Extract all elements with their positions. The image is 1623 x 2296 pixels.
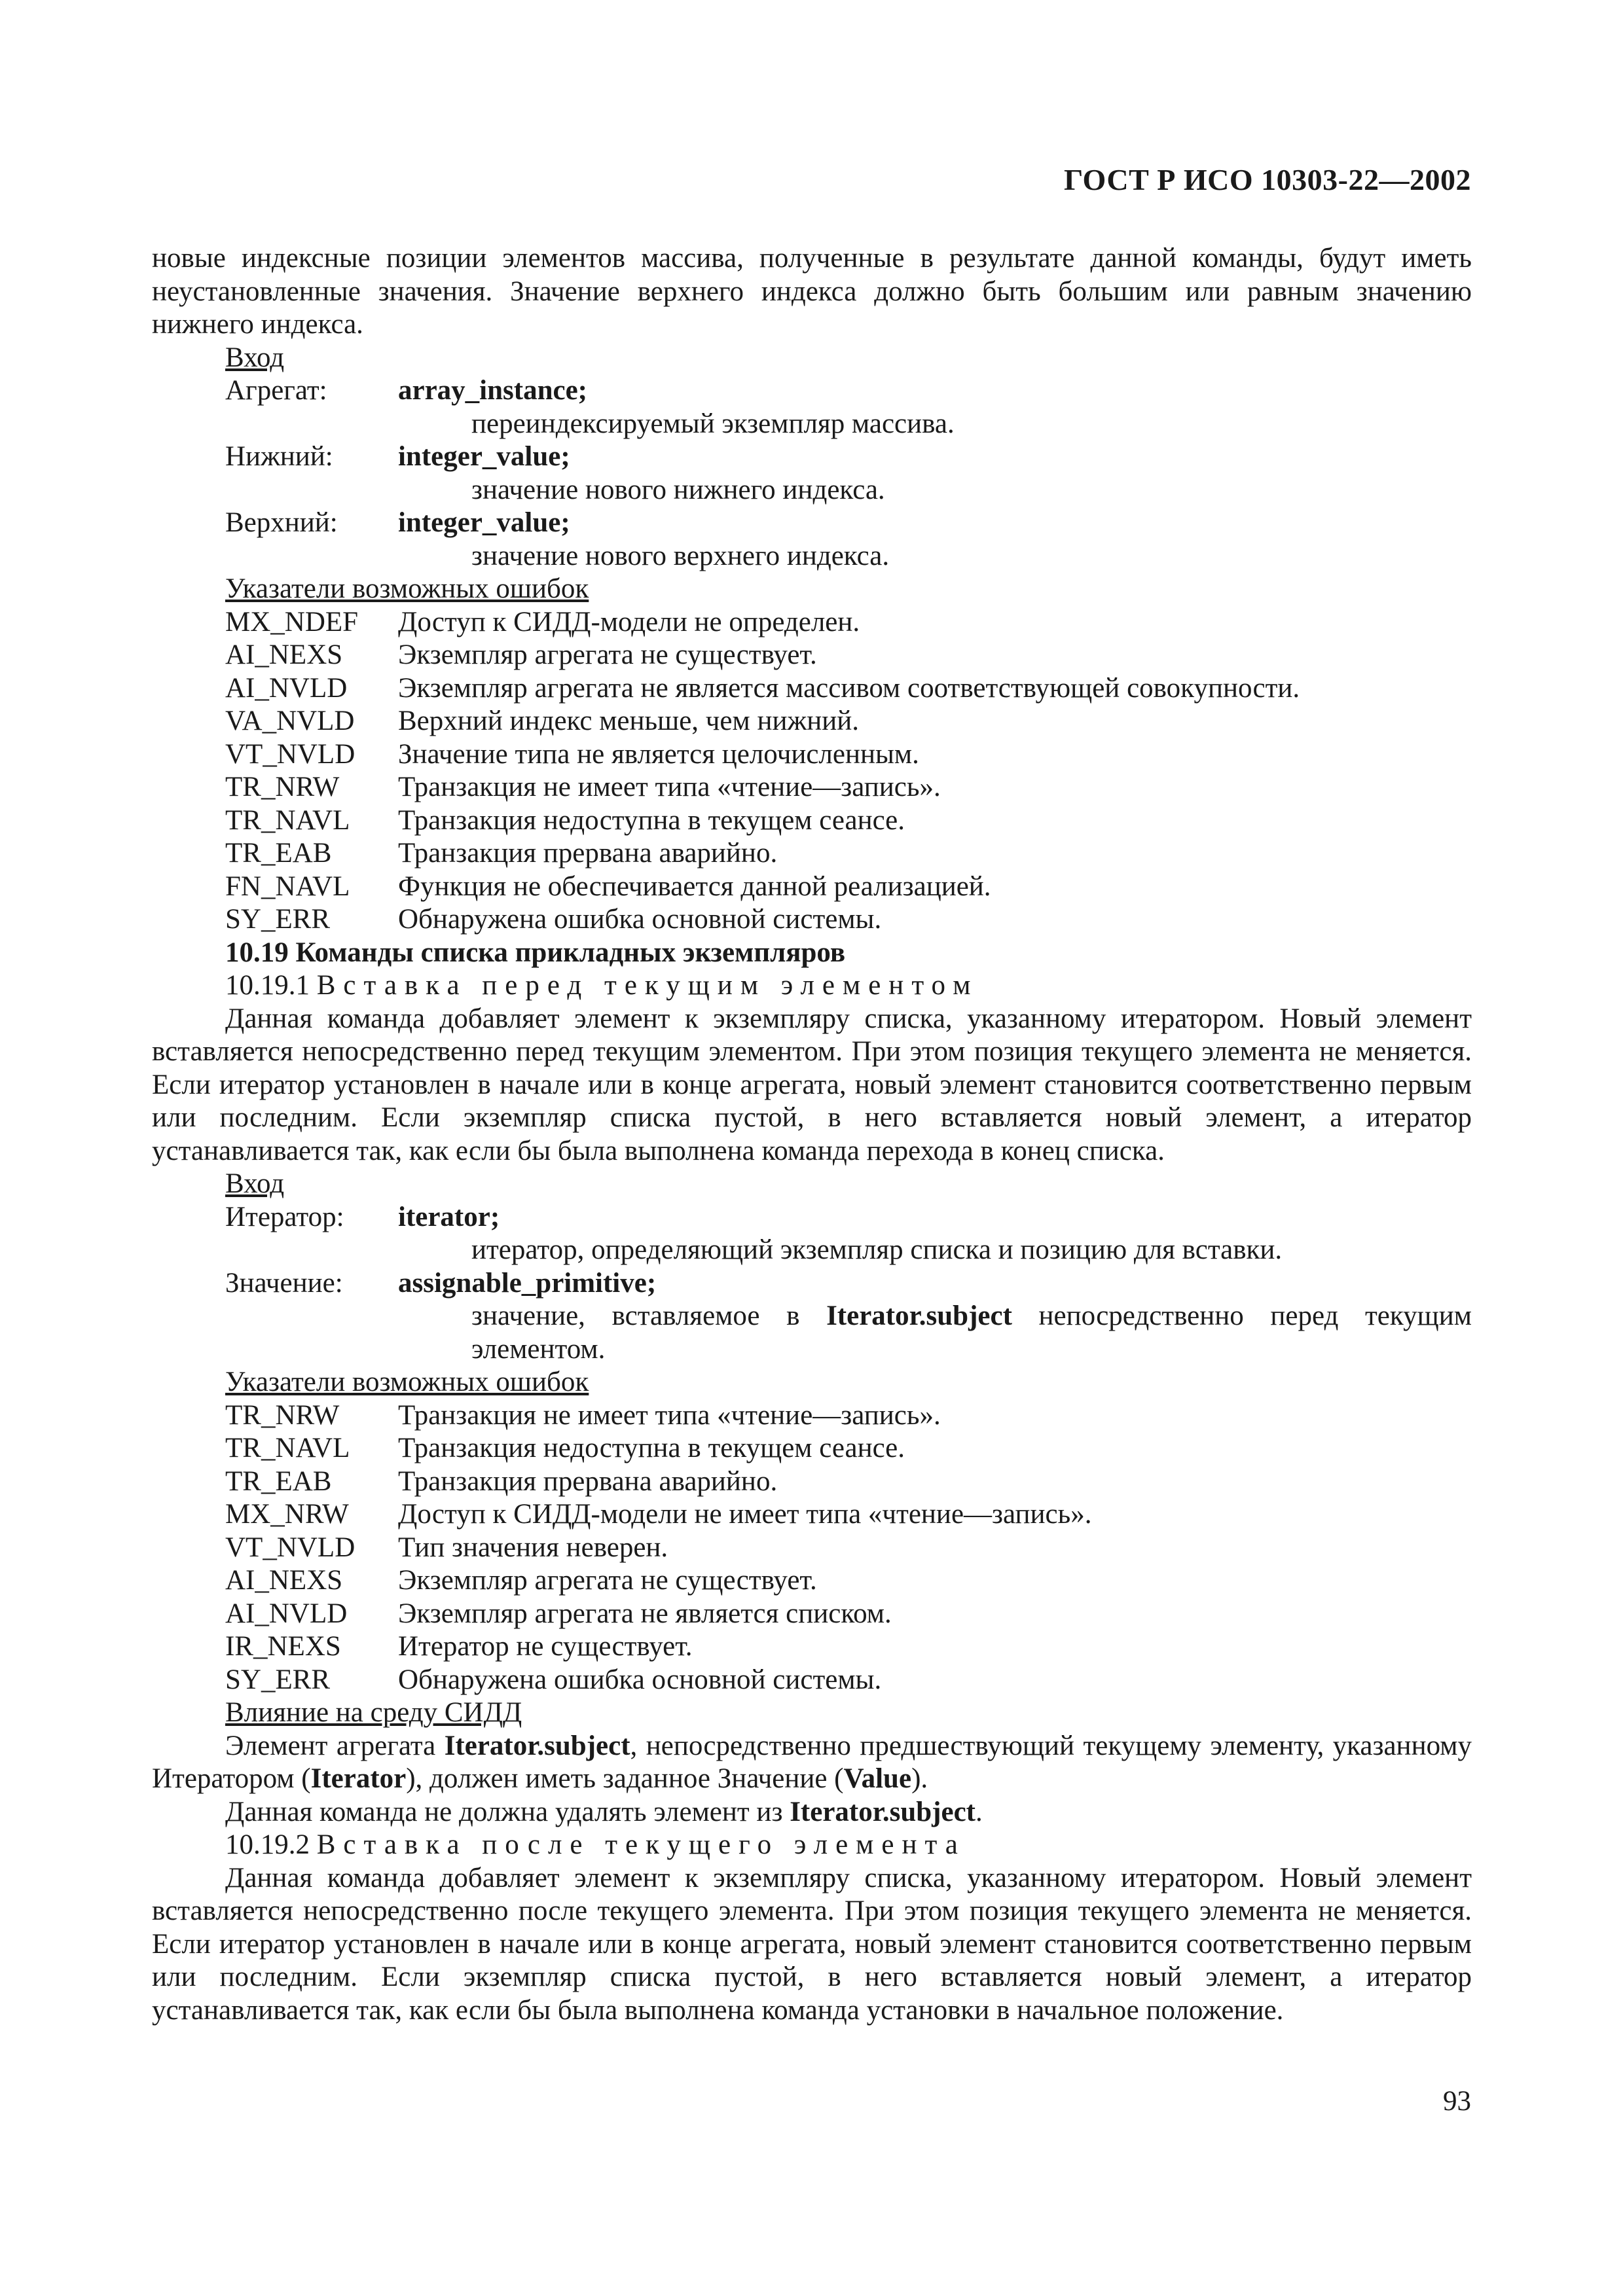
error-list: [152, 1399, 1472, 1697]
input-row: [152, 1267, 1472, 1300]
input-desc: значение нового верхнего индекса.: [471, 540, 890, 571]
input-name: Итератор:: [225, 1201, 344, 1232]
error-row: [152, 837, 1472, 870]
standard-header: ГОСТ Р ИСО 10303-22—2002: [1063, 163, 1471, 196]
input-desc: значение нового нижнего индекса.: [471, 474, 885, 505]
effect-code: Iterator.subject: [444, 1730, 630, 1761]
error-text: Тип значения неверен.: [398, 1532, 668, 1563]
error-code: TR_EAB: [225, 838, 332, 869]
input-list: [152, 374, 1472, 573]
error-row: [152, 771, 1472, 804]
error-text: Транзакция не имеет типа «чтение—запись».: [398, 772, 941, 802]
effect-label: Влияние на среду СИДД: [225, 1697, 522, 1728]
error-code: VT_NVLD: [225, 1532, 356, 1563]
subsection-number: 10.19.2: [225, 1829, 310, 1860]
error-text: Обнаружена ошибка основной системы.: [398, 1664, 882, 1695]
error-text: Транзакция прервана аварийно.: [398, 1465, 778, 1497]
error-row: [152, 1564, 1472, 1598]
error-text: Транзакция недоступна в текущем сеансе.: [398, 804, 905, 836]
effect-code: Value: [843, 1763, 912, 1794]
subsection-title: [152, 969, 1472, 1003]
error-row: [152, 1630, 1472, 1664]
error-text: Значение типа не является целочисленным.: [398, 738, 919, 770]
input-label: Вход: [225, 342, 285, 373]
error-code: IR_NEXS: [225, 1631, 341, 1662]
input-name: Нижний:: [225, 441, 333, 472]
error-text: Экземпляр агрегата не является массивом соответствующей совокупности.: [398, 672, 1300, 704]
error-text: Экземпляр агрегата не является списком.: [398, 1598, 892, 1629]
error-list: [152, 606, 1472, 937]
error-row: [152, 1664, 1472, 1697]
desc-code: Iterator.subject: [826, 1300, 1012, 1331]
error-text: Экземпляр агрегата не существует.: [398, 639, 817, 670]
subsection-paragraph: Данная команда добавляет элемент к экземпляру списка, указанному итератором. Новый элемент вставляется непосредственно перед текущим элементом. При этом позиция текущего элемента не меняется. Если итератор установлен в начале или в конце агрегата, новый элемент становится соответственно первым или последним. Если экземпляр списка пустой, в него вставляется новый элемент, а итератор устанавливается так, как если бы была выполнена команда перехода в конец списка.: [152, 1003, 1472, 1166]
error-code: AI_NVLD: [225, 672, 348, 704]
effect-text: Элемент агрегата: [225, 1730, 445, 1761]
errors-label: Указатели возможных ошибок: [225, 573, 589, 604]
error-code: SY_ERR: [225, 1664, 331, 1695]
page-number: 93: [1443, 2086, 1471, 2117]
error-row: [152, 738, 1472, 772]
subsection-title-text: Вставка после текущего элемента: [316, 1829, 966, 1860]
effect-text: , непосредственно предшествующий текущему элементу, указанному Итератором (: [152, 1730, 1472, 1794]
input-desc: переиндексируемый экземпляр массива.: [471, 408, 955, 439]
effect-code: Iterator.subject: [790, 1796, 976, 1827]
error-row: [152, 672, 1472, 706]
error-row: [152, 1498, 1472, 1532]
error-text: Транзакция недоступна в текущем сеансе.: [398, 1433, 905, 1463]
error-row: [152, 804, 1472, 838]
error-row: [152, 639, 1472, 672]
error-code: FN_NAVL: [225, 870, 350, 902]
error-code: VT_NVLD: [225, 738, 356, 770]
effect-text: Данная команда не должна удалять элемент из: [225, 1796, 790, 1827]
error-code: TR_EAB: [225, 1465, 332, 1497]
error-row: [152, 1432, 1472, 1465]
error-code: TR_NAVL: [225, 804, 350, 836]
desc-text: непосредственно перед текущим элементом.: [471, 1300, 1472, 1365]
error-text: Функция не обеспечивается данной реализацией.: [398, 870, 991, 902]
error-row: [152, 705, 1472, 738]
error-text: Экземпляр агрегата не существует.: [398, 1565, 817, 1596]
error-row: [152, 903, 1472, 937]
input-row: [152, 1201, 1472, 1234]
error-row: [152, 1465, 1472, 1499]
input-list: [152, 1201, 1472, 1367]
effect-text: ).: [911, 1763, 928, 1794]
subsection-paragraph: Данная команда добавляет элемент к экземпляру списка, указанному итератором. Новый элемент вставляется непосредственно после текущего элемента. При этом позиция текущего элемента не меняется. Если итератор установлен в начале или в конце агрегата, новый элемент становится соответственно первым или последним. Если экземпляр списка пустой, в него вставляется новый элемент, а итератор устанавливается так, как если бы была выполнена команда установки в начальное положение.: [152, 1862, 1472, 2026]
input-name: Агрегат:: [225, 375, 327, 406]
error-code: MX_NDEF: [225, 606, 359, 637]
error-code: TR_NAVL: [225, 1433, 350, 1463]
subsection-title-text: Вставка перед текущим элементом: [316, 970, 979, 1001]
subsection-number: 10.19.1: [225, 970, 310, 1001]
input-type: array_instance;: [398, 375, 587, 406]
error-row: [152, 1598, 1472, 1631]
input-desc: [152, 1300, 1472, 1366]
input-type: integer_value;: [398, 507, 570, 538]
error-code: SY_ERR: [225, 904, 331, 935]
effect-code: Iterator: [310, 1763, 407, 1794]
input-name: Значение:: [225, 1267, 343, 1299]
input-desc: итератор, определяющий экземпляр списка и позицию для вставки.: [471, 1234, 1283, 1265]
input-row: [152, 507, 1472, 540]
error-text: Доступ к СИДД-модели не определен.: [398, 606, 860, 637]
section-heading: 10.19 Команды списка прикладных экземпляров: [225, 937, 846, 968]
error-text: Итератор не существует.: [398, 1631, 693, 1662]
error-text: Верхний индекс меньше, чем нижний.: [398, 706, 859, 736]
error-code: AI_NEXS: [225, 639, 343, 670]
effect-text: ), должен иметь заданное Значение (: [406, 1763, 844, 1794]
effect-paragraph: [152, 1730, 1472, 1796]
effect-text: .: [976, 1796, 983, 1827]
error-code: MX_NRW: [225, 1499, 349, 1530]
input-name: Верхний:: [225, 507, 338, 538]
error-text: Транзакция прервана аварийно.: [398, 838, 778, 869]
error-code: TR_NRW: [225, 1399, 340, 1431]
errors-label: Указатели возможных ошибок: [225, 1367, 589, 1397]
error-code: TR_NRW: [225, 772, 340, 802]
error-row: [152, 606, 1472, 639]
input-type: integer_value;: [398, 441, 570, 472]
input-row: [152, 374, 1472, 408]
input-row: [152, 440, 1472, 474]
error-row: [152, 1532, 1472, 1565]
desc-text: значение, вставляемое в: [471, 1300, 827, 1331]
error-text: Транзакция не имеет типа «чтение—запись».: [398, 1399, 941, 1431]
error-row: [152, 1399, 1472, 1433]
page-content: [152, 242, 1472, 2027]
input-label: Вход: [225, 1168, 285, 1199]
error-row: [152, 870, 1472, 904]
error-code: AI_NEXS: [225, 1565, 343, 1596]
error-text: Доступ к СИДД-модели не имеет типа «чтение—запись».: [398, 1499, 1092, 1530]
error-code: VA_NVLD: [225, 706, 355, 736]
effect-paragraph: [152, 1796, 1472, 1829]
error-code: AI_NVLD: [225, 1598, 348, 1629]
input-type: assignable_primitive;: [398, 1267, 657, 1299]
intro-paragraph: новые индексные позиции элементов массива, полученные в результате данной команды, будут иметь неустановленные значения. Значение верхнего индекса должно быть большим или равным значению нижнего индекса.: [152, 243, 1472, 340]
input-type: iterator;: [398, 1201, 500, 1232]
subsection-title: [152, 1829, 1472, 1862]
error-text: Обнаружена ошибка основной системы.: [398, 904, 882, 935]
